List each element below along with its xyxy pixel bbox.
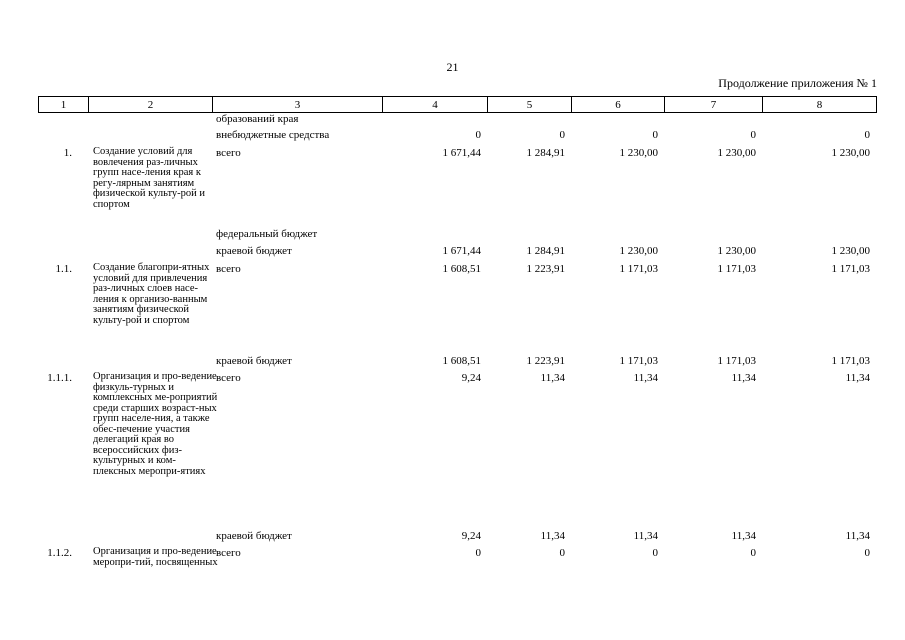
value-cell: 1 223,91 [526,355,565,367]
value-cell: 1 171,03 [619,263,658,275]
item-name: Организация и про-ведение физкуль-турных и комплексных ме-роприятий среди старших возраст-ных групп населе-ния, а также обес-печение участия делегаций края во всероссийских физ-культурных и ком-плексных меропри-ятиях [93,371,218,477]
value-cell: 11,34 [845,530,870,542]
funding-source: федеральный бюджет [216,228,318,240]
value-cell: 0 [475,129,481,141]
value-cell: 1 671,44 [442,245,481,257]
item-name: Организация и про-ведение меропри-тий, посвященных [93,546,218,568]
value-cell: 0 [559,129,565,141]
funding-source: внебюджетные средства [216,129,330,141]
value-cell: 11,34 [633,530,658,542]
item-number: 1.1. [55,263,72,275]
value-cell: 0 [559,547,565,559]
value-cell: 0 [864,129,870,141]
column-header-table [38,96,877,113]
value-cell: 0 [750,547,756,559]
funding-source: краевой бюджет [216,530,292,542]
funding-source: всего [216,263,241,275]
value-cell: 1 230,00 [831,245,870,257]
value-cell: 1 230,00 [717,245,756,257]
value-cell: 1 230,00 [619,147,658,159]
value-cell: 1 230,00 [717,147,756,159]
value-cell: 1 284,91 [526,245,565,257]
value-cell: 11,34 [633,372,658,384]
value-cell: 1 284,91 [526,147,565,159]
funding-source: краевой бюджет [216,355,292,367]
column-header: 4 [383,97,488,113]
funding-source: всего [216,372,241,384]
value-cell: 1 608,51 [442,263,481,275]
value-cell: 1 223,91 [526,263,565,275]
column-header: 7 [665,97,763,113]
value-cell: 1 230,00 [619,245,658,257]
value-cell: 1 171,03 [619,355,658,367]
column-header-row [39,97,877,113]
item-name: Создание благопри-ятных условий для привлечения раз-личных слоев насе-ления к организо-ванным занятиям физической культу-рой и спортом [93,262,210,326]
value-cell: 0 [652,547,658,559]
value-cell: 11,34 [540,372,565,384]
column-header: 3 [213,97,383,113]
value-cell: 0 [864,547,870,559]
funding-source: всего [216,547,241,559]
value-cell: 1 171,03 [717,263,756,275]
value-cell: 0 [652,129,658,141]
item-name: Создание условий для вовлечения раз-личных групп насе-ления края к регу-лярным занятиям физической культу-рой и спортом [93,146,206,210]
column-header: 5 [488,97,572,113]
value-cell: 11,34 [731,372,756,384]
value-cell: 9,24 [461,372,481,384]
value-cell: 0 [750,129,756,141]
value-cell: 1 171,03 [717,355,756,367]
value-cell: 1 171,03 [831,355,870,367]
value-cell: 11,34 [845,372,870,384]
column-header: 8 [763,97,877,113]
value-cell: 0 [475,547,481,559]
value-cell: 9,24 [461,530,481,542]
value-cell: 1 608,51 [442,355,481,367]
item-number: 1.1.2. [47,547,72,559]
page-number: 21 [446,60,459,74]
column-header: 1 [39,97,89,113]
column-header: 6 [572,97,665,113]
value-cell: 11,34 [540,530,565,542]
value-cell: 1 671,44 [442,147,481,159]
funding-source: всего [216,147,241,159]
column-header: 2 [89,97,213,113]
item-number: 1. [63,147,72,159]
item-number: 1.1.1. [47,372,72,384]
appendix-continuation-label: Продолжение приложения № 1 [718,76,877,90]
value-cell: 1 230,00 [831,147,870,159]
value-cell: 1 171,03 [831,263,870,275]
funding-source: краевой бюджет [216,245,292,257]
funding-source: образований края [216,113,299,125]
value-cell: 11,34 [731,530,756,542]
